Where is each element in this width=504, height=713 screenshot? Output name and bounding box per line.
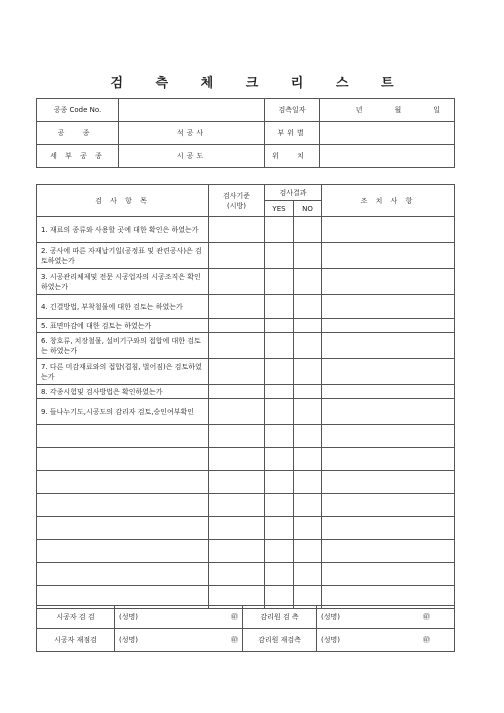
item-cell: 7. 다른 미감재료와의 접합(겹침, 벌어짐)은 검토하였는가 <box>37 359 209 385</box>
item-cell: 5. 표면마감에 대한 검토는 하였는가 <box>37 319 209 333</box>
supervisor-check-label: 감리원 검 측 <box>243 606 317 629</box>
checklist-empty-row <box>37 517 455 540</box>
checklist-empty-row <box>37 448 455 471</box>
checklist-row <box>37 399 455 425</box>
part-value-field[interactable] <box>320 122 455 145</box>
action-cell[interactable] <box>322 295 455 319</box>
yes-cell[interactable] <box>265 385 294 399</box>
standard-cell[interactable] <box>209 319 265 333</box>
col-header-no: NO <box>294 201 322 217</box>
standard-cell[interactable] <box>209 295 265 319</box>
no-cell[interactable] <box>294 359 322 385</box>
item-cell <box>37 471 209 494</box>
supervisor-recheck-sign-field[interactable] <box>317 629 455 652</box>
item-cell: 3. 시공관리체제및 전문 시공업자의 시공조직은 확인하였는가 <box>37 269 209 295</box>
checklist-empty-row <box>37 471 455 494</box>
no-cell[interactable] <box>294 448 322 471</box>
yes-cell[interactable] <box>265 471 294 494</box>
no-cell[interactable] <box>294 385 322 399</box>
yes-cell[interactable] <box>265 399 294 425</box>
col-header-standard-line2: (시방) <box>227 201 246 210</box>
location-label: 위 치 <box>265 145 320 168</box>
yes-cell[interactable] <box>265 448 294 471</box>
yes-cell[interactable] <box>265 563 294 586</box>
standard-cell[interactable] <box>209 385 265 399</box>
action-cell[interactable] <box>322 243 455 269</box>
action-cell[interactable] <box>322 471 455 494</box>
standard-cell[interactable] <box>209 517 265 540</box>
action-cell[interactable] <box>322 319 455 333</box>
item-cell: 2. 공사에 따른 자재납기일(공정표 및 관련공사)은 검토하였는가 <box>37 243 209 269</box>
action-cell[interactable] <box>322 494 455 517</box>
col-header-yes: YES <box>265 201 294 217</box>
checklist-row <box>37 385 455 399</box>
seal-icon: ㊞ <box>423 636 430 644</box>
date-field[interactable] <box>320 99 455 122</box>
standard-cell[interactable] <box>209 243 265 269</box>
checklist-empty-row <box>37 563 455 586</box>
yes-cell[interactable] <box>265 243 294 269</box>
action-cell[interactable] <box>322 540 455 563</box>
yes-cell[interactable] <box>265 359 294 385</box>
checklist-row <box>37 295 455 319</box>
no-cell[interactable] <box>294 517 322 540</box>
item-cell <box>37 448 209 471</box>
no-cell[interactable] <box>294 540 322 563</box>
col-header-result: 검사결과 <box>265 185 322 201</box>
standard-cell[interactable] <box>209 448 265 471</box>
item-cell: 4. 긴결방법, 부착철물에 대한 검토는 하였는가 <box>37 295 209 319</box>
action-cell[interactable] <box>322 359 455 385</box>
no-cell[interactable] <box>294 269 322 295</box>
col-header-standard <box>209 185 265 217</box>
standard-cell[interactable] <box>209 425 265 448</box>
sign-name-label: (성명) <box>321 613 340 621</box>
location-value-field[interactable] <box>320 145 455 168</box>
item-cell <box>37 517 209 540</box>
standard-cell[interactable] <box>209 333 265 359</box>
date-label: 검측일자 <box>265 99 320 122</box>
seal-icon: ㊞ <box>423 613 430 621</box>
checklist-row <box>37 269 455 295</box>
page-title: 검 측 체 크 리 스 트 <box>110 76 408 91</box>
standard-cell[interactable] <box>209 494 265 517</box>
action-cell[interactable] <box>322 399 455 425</box>
yes-cell[interactable] <box>265 425 294 448</box>
no-cell[interactable] <box>294 425 322 448</box>
item-cell: 9. 들나누기도,시공도의 감리자 검토,승인여부확인 <box>37 399 209 425</box>
sign-name-label: (성명) <box>321 636 340 644</box>
header-table <box>36 98 455 168</box>
action-cell[interactable] <box>322 425 455 448</box>
code-value-field[interactable] <box>119 99 265 122</box>
no-cell[interactable] <box>294 333 322 359</box>
checklist-row <box>37 333 455 359</box>
checklist-table <box>36 184 455 609</box>
item-cell <box>37 494 209 517</box>
standard-cell[interactable] <box>209 563 265 586</box>
action-cell[interactable] <box>322 448 455 471</box>
no-cell[interactable] <box>294 471 322 494</box>
action-cell[interactable] <box>322 385 455 399</box>
seal-icon: ㊞ <box>231 613 238 621</box>
code-label: 공종 Code No. <box>37 99 119 122</box>
checklist-row <box>37 217 455 243</box>
no-cell[interactable] <box>294 319 322 333</box>
contractor-label: 석공사 <box>119 122 265 145</box>
sign-name-label: (성명) <box>119 613 138 621</box>
action-cell[interactable] <box>322 333 455 359</box>
item-cell <box>37 563 209 586</box>
drawing-label: 시공도 <box>119 145 265 168</box>
yes-cell[interactable] <box>265 319 294 333</box>
sub-work-label: 세 부 공 종 <box>37 145 119 168</box>
no-cell[interactable] <box>294 399 322 425</box>
standard-cell[interactable] <box>209 359 265 385</box>
no-cell[interactable] <box>294 295 322 319</box>
checklist-empty-row <box>37 425 455 448</box>
item-cell: 6. 창호류, 치장철물, 설비기구와의 접합에 대한 검토는 하였는가 <box>37 333 209 359</box>
contractor-check-label: 시공자 검 검 <box>37 606 115 629</box>
sign-name-label: (성명) <box>119 636 138 644</box>
checklist-row <box>37 319 455 333</box>
yes-cell[interactable] <box>265 517 294 540</box>
no-cell[interactable] <box>294 494 322 517</box>
yes-cell[interactable] <box>265 333 294 359</box>
date-month-label: 월 <box>394 106 402 114</box>
part-label: 부위별 <box>265 122 320 145</box>
checklist-empty-row <box>37 494 455 517</box>
action-cell[interactable] <box>322 517 455 540</box>
action-cell[interactable] <box>322 269 455 295</box>
yes-cell[interactable] <box>265 540 294 563</box>
date-day-label: 일 <box>433 106 440 114</box>
standard-cell[interactable] <box>209 399 265 425</box>
contractor-recheck-sign-field[interactable] <box>115 629 243 652</box>
yes-cell[interactable] <box>265 295 294 319</box>
yes-cell[interactable] <box>265 494 294 517</box>
yes-cell[interactable] <box>265 217 294 243</box>
no-cell[interactable] <box>294 217 322 243</box>
standard-cell[interactable] <box>209 540 265 563</box>
standard-cell[interactable] <box>209 471 265 494</box>
col-header-action: 조 치 사 항 <box>322 185 455 217</box>
item-cell: 8. 각종시험및 검사방법은 확인하였는가 <box>37 385 209 399</box>
item-cell <box>37 425 209 448</box>
checklist-empty-row <box>37 540 455 563</box>
col-header-item: 검 사 항 목 <box>37 185 209 217</box>
checklist-row <box>37 359 455 385</box>
action-cell[interactable] <box>322 217 455 243</box>
no-cell[interactable] <box>294 243 322 269</box>
no-cell[interactable] <box>294 563 322 586</box>
date-year-label: 년 <box>355 106 363 114</box>
standard-cell[interactable] <box>209 217 265 243</box>
supervisor-recheck-label: 감리원 재검측 <box>243 629 317 652</box>
contractor-check-sign-field[interactable] <box>115 606 243 629</box>
standard-cell[interactable] <box>209 269 265 295</box>
supervisor-check-sign-field[interactable] <box>317 606 455 629</box>
work-type-label: 공 종 <box>37 122 119 145</box>
seal-icon: ㊞ <box>231 636 238 644</box>
signature-table <box>36 605 455 652</box>
contractor-recheck-label: 시공자 재점검 <box>37 629 115 652</box>
yes-cell[interactable] <box>265 269 294 295</box>
item-cell <box>37 540 209 563</box>
action-cell[interactable] <box>322 563 455 586</box>
checklist-row <box>37 243 455 269</box>
item-cell: 1. 재료의 종류와 사용할 곳에 대한 확인은 하였는가 <box>37 217 209 243</box>
col-header-standard-line1: 검사기준 <box>222 191 251 200</box>
